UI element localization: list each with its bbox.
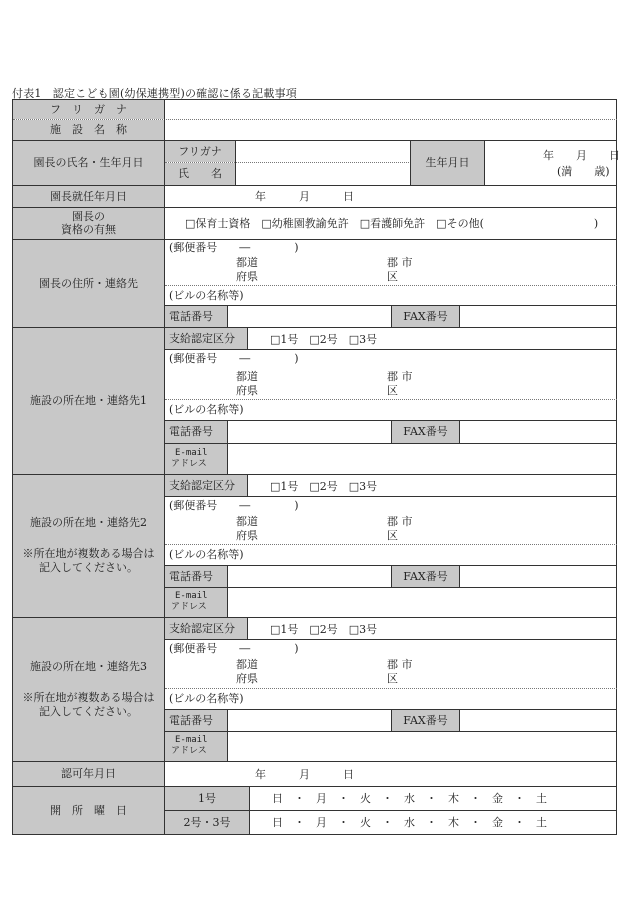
divider <box>249 787 250 834</box>
site3-email-field[interactable] <box>228 732 616 761</box>
site2-email-label <box>165 588 227 617</box>
appointed-date-label: 園長就任年月日 <box>13 186 164 207</box>
site1-gun: 郡 市 <box>387 370 413 383</box>
divider <box>247 328 248 349</box>
site1-fax-field[interactable] <box>460 421 616 443</box>
principal-name-label: 園長の氏名・生年月日 <box>13 141 164 185</box>
facility-furigana-field[interactable] <box>165 100 616 119</box>
site2-gun: 郡 市 <box>387 515 413 528</box>
site1-email-label <box>165 444 227 474</box>
site3-email-label <box>165 732 227 761</box>
site1-support-label: 支給認定区分 <box>165 328 247 349</box>
approval-date-label: 認可年月日 <box>13 762 164 786</box>
divider <box>165 810 617 811</box>
form-title: 付表1 認定こども園(幼保連携型)の確認に係る記載事項 <box>12 87 297 100</box>
divider <box>165 688 617 689</box>
divider <box>165 544 617 545</box>
site2-note-line1: ※所在地が複数ある場合は <box>22 547 155 560</box>
site1-fax-label: FAX番号 <box>392 421 459 443</box>
site2-email-label-line2: アドレス <box>171 602 207 612</box>
site2-postal[interactable]: (郵便番号 ― ) <box>169 499 299 512</box>
divider <box>164 762 165 786</box>
principal-name-field[interactable] <box>236 163 410 185</box>
fax-label: FAX番号 <box>392 306 459 327</box>
tel-label: 電話番号 <box>165 306 227 327</box>
divider <box>165 285 617 286</box>
divider <box>484 141 485 185</box>
birth-date-ymd: 年 月 日 <box>543 149 620 162</box>
appointed-date-value[interactable]: 年 月 日 <box>255 190 354 203</box>
site3-email-label-line2: アドレス <box>171 746 207 756</box>
facility-name-field[interactable] <box>165 120 616 140</box>
opening-row2-days[interactable]: 日 ・ 月 ・ 火 ・ 水 ・ 木 ・ 金 ・ 土 <box>272 816 547 829</box>
birth-date-label: 生年月日 <box>411 141 484 185</box>
site3-support-options[interactable]: □1号 □2号 □3号 <box>270 623 378 636</box>
birth-age: (満 歳) <box>557 165 610 178</box>
site2-label-cell <box>13 475 164 617</box>
site3-postal[interactable]: (郵便番号 ― ) <box>169 642 299 655</box>
opening-days-label: 開 所 曜 日 <box>13 787 164 834</box>
gun-shi: 郡 市 <box>387 256 413 269</box>
divider <box>165 399 617 400</box>
divider <box>164 208 165 239</box>
facility-name-label: 施 設 名 称 <box>13 120 164 140</box>
principal-shimei-label: 氏 名 <box>165 163 235 185</box>
facility-furigana-label: フ リ ガ ナ <box>13 100 164 119</box>
site1-label: 施設の所在地・連絡先1 <box>13 328 164 474</box>
site2-ku: 区 <box>387 529 398 542</box>
site3-fax-field[interactable] <box>460 710 616 731</box>
site1-email-label-line1: E-mail <box>175 448 208 458</box>
divider <box>165 496 617 497</box>
building-name[interactable]: (ビルの名称等) <box>169 289 244 302</box>
site1-fuken: 府県 <box>236 384 258 397</box>
prefecture-fuken: 府県 <box>236 270 258 283</box>
ku: 区 <box>387 270 398 283</box>
divider <box>247 618 248 639</box>
qualification-label-line2: 資格の有無 <box>61 223 116 236</box>
site2-note-line2: 記入してください。 <box>39 561 138 574</box>
site3-ku: 区 <box>387 672 398 685</box>
site1-todo: 都道 <box>236 370 258 383</box>
site2-label: 施設の所在地・連絡先2 <box>30 516 147 529</box>
principal-address-label: 園長の住所・連絡先 <box>13 240 164 327</box>
site1-support-options[interactable]: □1号 □2号 □3号 <box>270 333 378 346</box>
site3-support-label: 支給認定区分 <box>165 618 247 639</box>
site3-fax-label: FAX番号 <box>392 710 459 731</box>
site3-tel-label: 電話番号 <box>165 710 227 731</box>
divider <box>165 639 617 640</box>
site3-label: 施設の所在地・連絡先3 <box>30 660 147 673</box>
divider <box>165 349 617 350</box>
site2-building[interactable]: (ビルの名称等) <box>169 548 244 561</box>
postal-code[interactable]: (郵便番号 ― ) <box>169 241 299 254</box>
site1-ku: 区 <box>387 384 398 397</box>
site3-gun: 郡 市 <box>387 658 413 671</box>
site2-support-options[interactable]: □1号 □2号 □3号 <box>270 480 378 493</box>
site3-label-cell <box>13 618 164 761</box>
principal-furigana-label: フリガナ <box>165 141 235 162</box>
site1-building[interactable]: (ビルの名称等) <box>169 403 244 416</box>
site2-tel-field[interactable] <box>228 566 391 587</box>
site2-support-label: 支給認定区分 <box>165 475 247 496</box>
site1-postal[interactable]: (郵便番号 ― ) <box>169 352 299 365</box>
prefecture-todo: 都道 <box>236 256 258 269</box>
site3-note-line2: 記入してください。 <box>39 705 138 718</box>
qualification-options[interactable]: □保育士資格 □幼稚園教諭免許 □看護師免許 □その他( ) <box>185 217 599 230</box>
site3-tel-field[interactable] <box>228 710 391 731</box>
site2-fax-label: FAX番号 <box>392 566 459 587</box>
tel-field[interactable] <box>228 306 391 327</box>
opening-row2-label: 2号・3号 <box>165 811 249 834</box>
site2-todo: 都道 <box>236 515 258 528</box>
opening-row1-days[interactable]: 日 ・ 月 ・ 火 ・ 水 ・ 木 ・ 金 ・ 土 <box>272 792 547 805</box>
approval-date-value[interactable]: 年 月 日 <box>255 768 354 781</box>
principal-furigana-field[interactable] <box>236 141 410 162</box>
site1-email-label-line2: アドレス <box>171 459 207 469</box>
site1-email-field[interactable] <box>228 444 616 474</box>
site1-tel-label: 電話番号 <box>165 421 227 443</box>
divider <box>164 186 165 207</box>
qualification-label-line1: 園長の <box>72 210 105 223</box>
site3-building[interactable]: (ビルの名称等) <box>169 692 244 705</box>
site2-tel-label: 電話番号 <box>165 566 227 587</box>
site3-todo: 都道 <box>236 658 258 671</box>
fax-field[interactable] <box>460 306 616 327</box>
site1-tel-field[interactable] <box>228 421 391 443</box>
site3-note-line1: ※所在地が複数ある場合は <box>22 691 155 704</box>
site3-email-label-line1: E-mail <box>175 735 208 745</box>
site3-fuken: 府県 <box>236 672 258 685</box>
site2-fuken: 府県 <box>236 529 258 542</box>
site2-email-field[interactable] <box>228 588 616 617</box>
site2-fax-field[interactable] <box>460 566 616 587</box>
site2-email-label-line1: E-mail <box>175 591 208 601</box>
opening-row1-label: 1号 <box>165 787 249 810</box>
qualification-label <box>13 208 164 239</box>
divider <box>247 475 248 496</box>
